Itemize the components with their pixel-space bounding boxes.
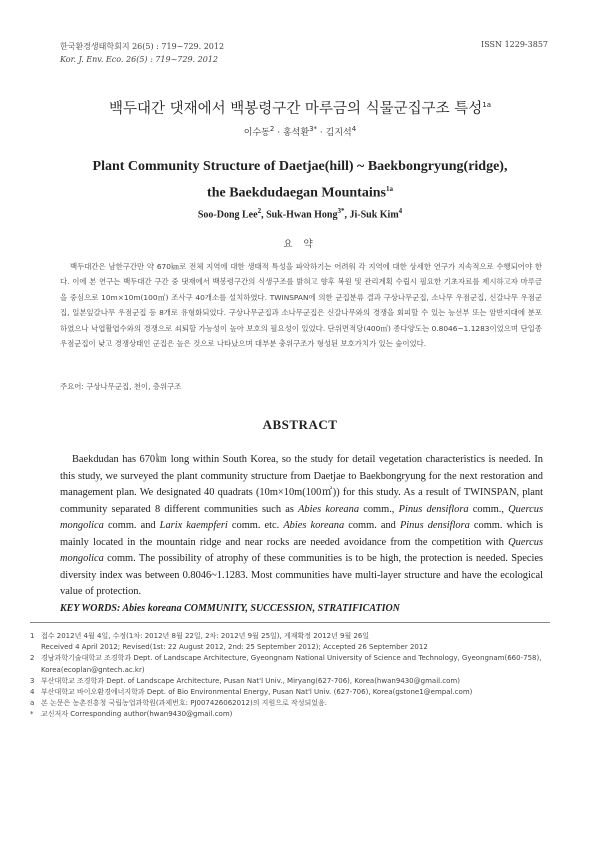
footnote-text: Received 4 April 2012; Revised(1st: 22 August 2012, 2nd: 25 September 2012); Accepted 26 September 2012 (41, 643, 428, 652)
english-authors: Soo-Dong Lee$^2$, Suk-Hwan Hong$^{3*}$, Ji-Suk Kim$^4$ (197, 207, 403, 221)
abstract-segment: comm. The possibility of atrophy of these communities is to be high, the protection is needed. Species diversity index was between 0.8046~1.1283. Most communities have multi-layer structure and have the ecological value of protection. (60, 553, 543, 597)
species-name: Pinus densiflora (399, 520, 470, 531)
species-name: Quercus mongolica (60, 503, 543, 531)
footnote (30, 698, 555, 709)
author-en-mark: 3* (337, 207, 345, 215)
journal-citation-en: Kor. J. Env. Eco. 26(5) : 719~729. 2012 (60, 55, 218, 64)
footnote (30, 631, 555, 642)
author-ko: 김지석 (325, 128, 352, 138)
footnote-mark: 3 (30, 676, 35, 685)
footnote (30, 642, 555, 653)
author-ko: 홍석환 (282, 128, 310, 138)
abstract-segment: comm., (359, 503, 399, 515)
english-title (0, 155, 600, 205)
author-separator: · (319, 128, 323, 138)
english-title-line1: Plant Community Structure of Daetjae(hill) ~ Baekbongryung(ridge), (92, 159, 508, 174)
english-keywords: KEY WORDS: Abies koreana COMMUNITY, SUCCESSION, STRATIFICATION (60, 603, 400, 614)
footnote (30, 687, 555, 698)
footnote-text: 부산대학교 조경학과 Dept. of Landscape Architecture, Pusan Nat'l Univ., Miryang(627-706), Korea(hwan9430@gmail.com) (41, 676, 460, 685)
footnote (30, 653, 555, 675)
korean-title-mark: 1a (482, 101, 491, 110)
footnote-mark (30, 642, 41, 653)
english-title-line2-wrap (0, 178, 600, 205)
footnote-mark: 1 (30, 632, 35, 640)
footnote-text: 경남과학기술대학교 조경학과 Dept. of Landscape Architecture, Gyeongnam National University of Science and Technology, Gyeongnam(660-758), Korea(ecoplan@gntech.ac.kr) (41, 654, 542, 674)
journal-citation-ko: 한국환경생태학회지 26(5) : 719~729. 2012 (60, 42, 225, 51)
abstract-segment: comm. which is mainly located in the mountain ridge and near rocks are needed avoidance from the competition with (60, 520, 543, 548)
author-en: Suk-Hwan Hong (266, 209, 338, 221)
footnote (30, 676, 555, 687)
author-ko-mark: 3* (309, 125, 318, 133)
abstract-segment: comm. etc. (227, 520, 284, 531)
author-en: Ji-Suk Kim (349, 209, 399, 221)
korean-authors (0, 125, 600, 138)
footnote (30, 709, 555, 720)
abstract-segment: comm. and (103, 520, 160, 531)
footnote-mark: 2 (30, 654, 35, 663)
author-ko-mark: 4 (351, 125, 357, 133)
footnote-text: 접수 2012년 4월 4일, 수정(1차: 2012년 8월 22일, 2차: 2012년 9월 25일), 게재확정 2012년 9월 26일 (41, 632, 370, 640)
author-en: Soo-Dong Lee (197, 209, 258, 221)
footnote-mark: * (30, 710, 34, 719)
author-en-mark: 2 (257, 207, 262, 215)
footnote-text: 교신저자 Corresponding author(hwan9430@gmail.com) (41, 710, 233, 719)
author-en-mark: 4 (398, 207, 403, 215)
footnote-text: 부산대학교 바이오환경에너지학과 Dept. of Bio Environmental Energy, Pusan Nat'l Univ. (627-706), Korea(gstone1@empal.com) (41, 688, 473, 697)
korean-abstract-heading: 요 약 (283, 239, 317, 250)
abstract-segment: comm. and (344, 520, 400, 531)
species-name: Pinus densiflora (398, 503, 469, 515)
english-abstract-text (60, 452, 543, 601)
species-name: Quercus mongolica (60, 536, 543, 564)
species-name: Abies koreana (298, 503, 360, 515)
author-ko-mark: 2 (269, 125, 275, 133)
abstract-heading: ABSTRACT (262, 417, 338, 432)
footnote-mark: a (30, 699, 35, 708)
english-title-mark: 1a (385, 185, 393, 193)
species-name: Larix kaempferi (159, 520, 228, 531)
abstract-segment: Baekdudan has 670㎞ long within South Korea, so the study for detail vegetation characteristics is needed. In this study, we surveyed the plant community structure from Daetjae to Baekbongryung for the next restoration and management plan. We designated 40 quadrats (10m×10m(100㎡)) for this study. As a result of TWINSPAN, plant community separated 8 different communities such as (60, 454, 543, 515)
korean-title (0, 97, 600, 118)
korean-abstract-text: 백두대간은 남한구간만 약 670㎞로 전체 지역에 대한 생태적 특성을 파악하기는 어려워 각 지역에 대한 상세한 연구가 지속적으로 수행되어야 한다. 이에 본 연구는 백두대간 구간 중 댓재에서 백봉령구간의 식생구조를 밝혀고 향후 복원 및 관리계획 수립시 필요한 기초자료를 제시하고자 마루금을 중심으로 10m×10m(100㎡) 조사구 40개소를 설치하였다. TWINSPAN에 의한 군집분류 결과 구상나무군집, 소나무 우점군집, 신갈나무 우점군집, 일본잎갈나무 우점군집 등 8개로 유형화되었다. 구상나무군집과 소나무군집은 신갈나무와의 경쟁을 회피할 수 있는 능선부 또는 암반지대에 분포하였으나 낙엽활엽수와의 경쟁으로 쇠퇴할 가능성이 높아 보호의 필요성이 있었다. 단위면적당(400㎡) 종다양도는 0.8046~1.1283이었으며 단일종 우점군집이 낮고 경쟁상태인 군집은 높은 것으로 나타났으며 대부분 충위구조가 형성된 보호가치가 있는 숲이었다. (60, 262, 542, 349)
author-ko: 이수동 (243, 128, 270, 138)
footnote-divider (30, 622, 550, 623)
footnotes (30, 631, 555, 721)
english-title-line2: the Baekdudaegan Mountains (207, 185, 386, 201)
abstract-segment: comm., (468, 503, 509, 515)
footnote-text: 본 논문은 농촌진흥청 국립농업과학원(과제번호: PJ007426062012)의 지원으로 작성되었음. (41, 699, 327, 708)
issn: ISSN 1229-3857 (481, 40, 548, 49)
author-separator: · (277, 128, 281, 138)
footnote-mark: 4 (30, 688, 35, 697)
korean-title-text: 백두대간 댓재에서 백봉령구간 마루금의 식물군집구조 특성 (109, 101, 483, 117)
species-name: Abies koreana (283, 520, 345, 531)
journal-header (60, 40, 224, 66)
korean-keywords: 주요어: 구상나무군집, 천이, 층위구조 (60, 382, 182, 391)
